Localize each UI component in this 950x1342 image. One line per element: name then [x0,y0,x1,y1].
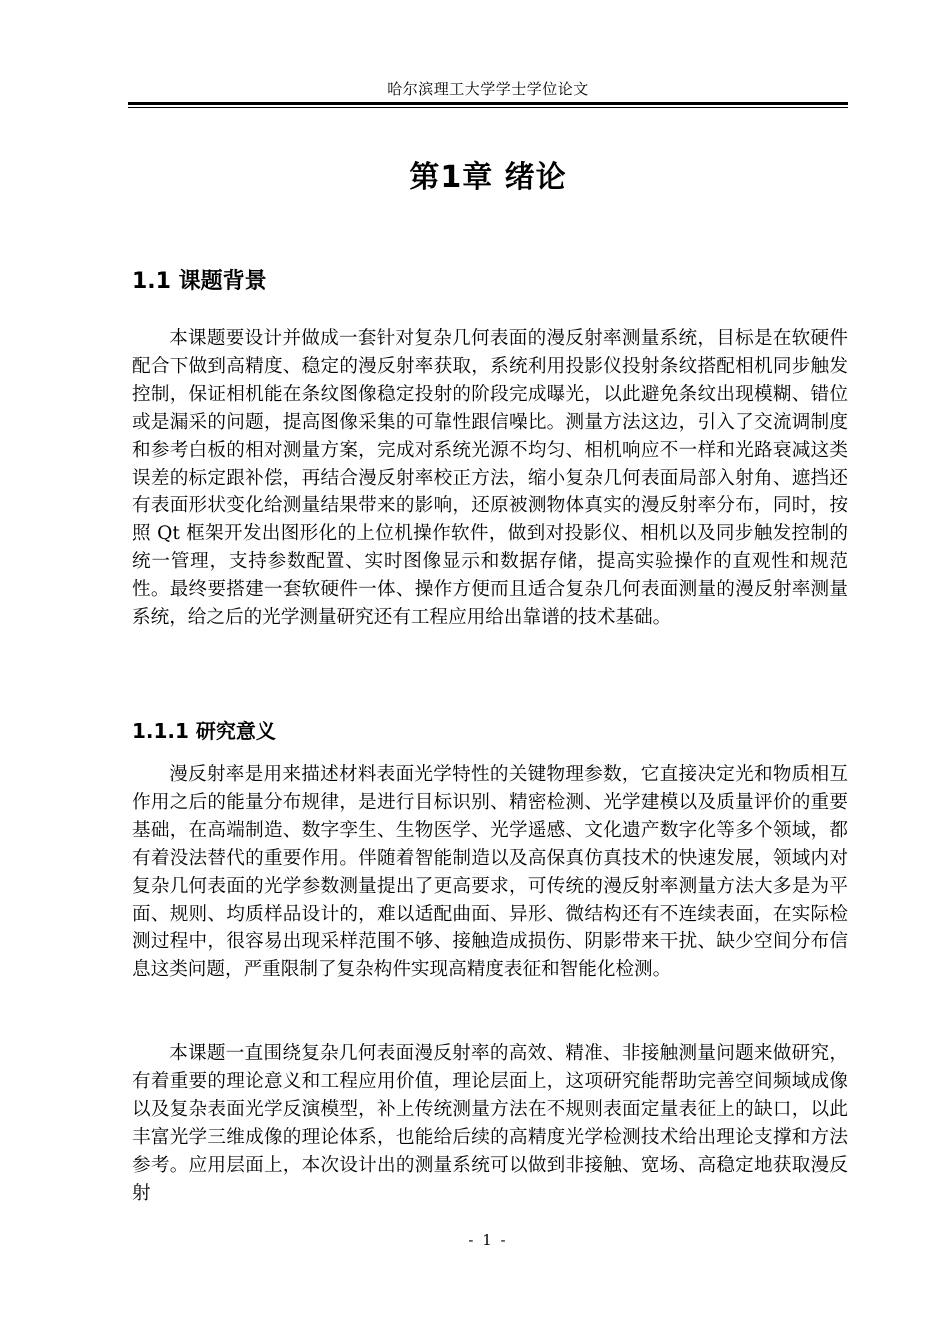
body-paragraph: 本课题要设计并做成一套针对复杂几何表面的漫反射率测量系统，目标是在软硬件配合下做到高精度、稳定的漫反射率获取，系统利用投影仪投射条纹搭配相机同步触发控制，保证相机能在条纹图像稳定投射的阶段完成曝光，以此避免条纹出现模糊、错位或是漏采的问题，提高图像采集的可靠性跟信噪比。测量方法这边，引入了交流调制度和参考白板的相对测量方案，完成对系统光源不均匀、相机响应不一样和光路衰减这类误差的标定跟补偿，再结合漫反射率校正方法，缩小复杂几何表面局部入射角、遮挡还有表面形状变化给测量结果带来的影响，还原被测物体真实的漫反射率分布，同时，按照 Qt 框架开发出图形化的上位机操作软件，做到对投影仪、相机以及同步触发控制的统一管理，支持参数配置、实时图像显示和数据存储，提高实验操作的直观性和规范性。最终要搭建一套软硬件一体、操作方便而且适合复杂几何表面测量的漫反射率测量系统，给之后的光学测量研究还有工程应用给出靠谱的技术基础。 [132,328,848,629]
running-header: 哈尔滨理工大学学士学位论文 [387,80,589,98]
subsection-heading: 1.1.1 研究意义 [132,719,276,743]
page-number: - 1 - [468,1231,508,1249]
body-paragraph: 漫反射率是用来描述材料表面光学特性的关键物理参数，它直接决定光和物质相互作用之后的能量分布规律，是进行目标识别、精密检测、光学建模以及质量评价的重要基础，在高端制造、数字孪生、生物医学、光学遥感、文化遗产数字化等多个领域，都有着没法替代的重要作用。伴随着智能制造以及高保真仿真技术的快速发展，领域内对复杂几何表面的光学参数测量提出了更高要求，可传统的漫反射率测量方法大多是为平面、规则、均质样品设计的，难以适配曲面、异形、微结构还有不连续表面，在实际检测过程中，很容易出现采样范围不够、接触造成损伤、阴影带来干扰、缺少空间分布信息这类问题，严重限制了复杂构件实现高精度表征和智能化检测。 [132,764,848,981]
header-rule-thick [128,102,848,105]
body-paragraph: 本课题一直围绕复杂几何表面漫反射率的高效、精准、非接触测量问题来做研究，有着重要的理论意义和工程应用价值，理论层面上，这项研究能帮助完善空间频域成像以及复杂表面光学反演模型，补上传统测量方法在不规则表面定量表征上的缺口，以此丰富光学三维成像的理论体系，也能给后续的高精度光学检测技术给出理论支撑和方法参考。应用层面上，本次设计出的测量系统可以做到非接触、宽场、高稳定地获取漫反射 [132,1043,848,1204]
chapter-title: 第1章 绪论 [409,160,567,195]
section-heading: 1.1 课题背景 [132,269,267,294]
header-rule-thin [128,107,848,108]
